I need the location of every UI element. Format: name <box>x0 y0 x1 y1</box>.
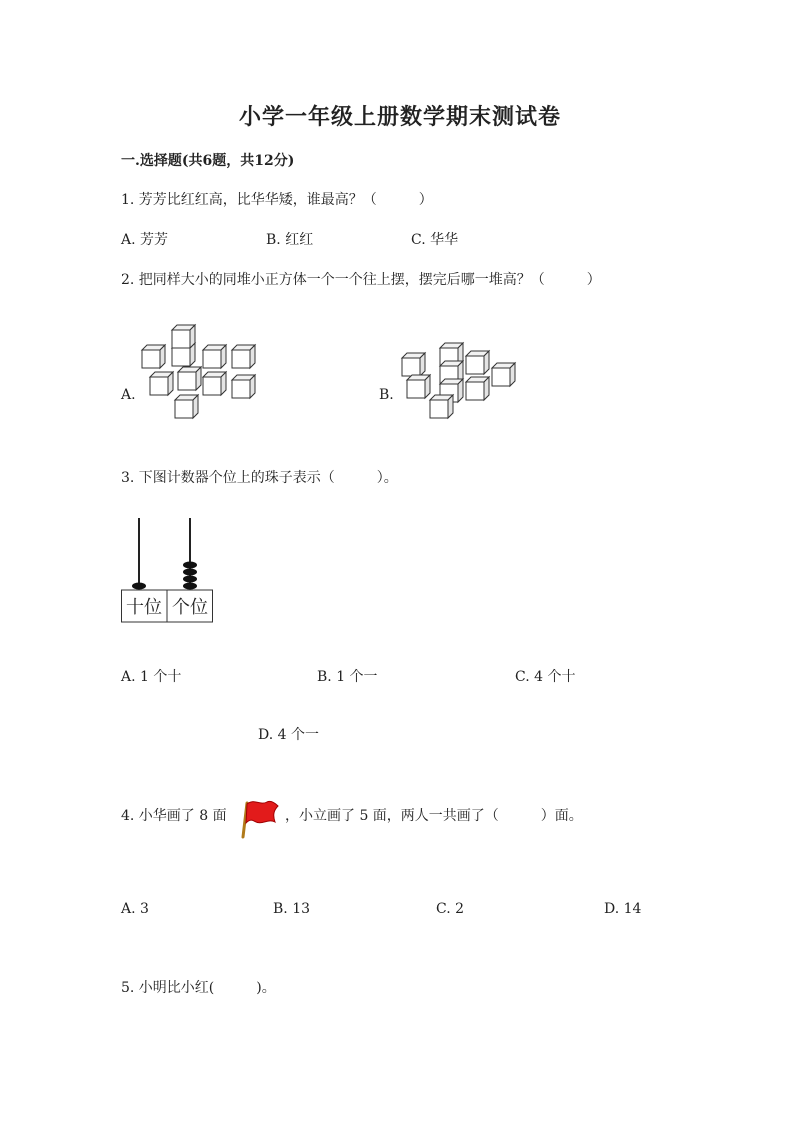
ones-bead <box>183 569 197 576</box>
cube <box>232 375 255 398</box>
cube <box>203 372 226 395</box>
red-flag-icon <box>240 797 282 839</box>
question-1-option-c[interactable]: C. 华华 <box>411 232 459 248</box>
cube <box>466 377 489 400</box>
cube <box>172 325 195 348</box>
cube <box>466 351 489 374</box>
question-1-option-b[interactable]: B. 红红 <box>266 232 314 248</box>
cube <box>150 372 173 395</box>
cube-pile-b-figure <box>390 330 530 425</box>
question-3-option-a[interactable]: A. 1 个十 <box>121 669 182 685</box>
question-2-option-b[interactable]: B. <box>379 387 394 403</box>
abacus-figure <box>121 516 213 624</box>
question-1-stem: 1. 芳芳比红红高，比华华矮，谁最高？（ ） <box>121 192 433 208</box>
ones-label: 个位 <box>172 597 208 618</box>
tens-bead <box>132 583 146 590</box>
question-4-stem-end: ，小立画了 5 面，两人一共画了（ ）面。 <box>285 808 583 824</box>
question-4-option-c[interactable]: C. 2 <box>436 901 465 917</box>
cube <box>430 395 453 418</box>
tens-label: 十位 <box>126 597 162 618</box>
cube <box>175 395 198 418</box>
ones-bead <box>183 576 197 583</box>
ones-bead <box>183 583 197 590</box>
cube <box>492 363 515 386</box>
question-5-stem: 5. 小明比小红( )。 <box>121 980 276 996</box>
cube <box>232 345 255 368</box>
question-4-option-a[interactable]: A. 3 <box>121 901 149 917</box>
section-heading: 一.选择题(共6题，共12分) <box>121 153 295 169</box>
ones-bead <box>183 562 197 569</box>
question-4-stem-start: 4. 小华画了 8 面 <box>121 808 227 824</box>
question-4-option-b[interactable]: B. 13 <box>273 901 311 917</box>
cube <box>402 353 425 376</box>
question-1-option-a[interactable]: A. 芳芳 <box>121 232 169 248</box>
question-2-option-a[interactable]: A. <box>121 387 136 403</box>
question-2-stem: 2. 把同样大小的同堆小正方体一个一个往上摆，摆完后哪一堆高？（ ） <box>121 272 601 288</box>
cube <box>178 367 201 390</box>
question-3-option-c[interactable]: C. 4 个十 <box>515 669 576 685</box>
page-title: 小学一年级上册数学期末测试卷 <box>238 104 561 130</box>
question-3-option-b[interactable]: B. 1 个一 <box>317 669 378 685</box>
question-3-stem: 3. 下图计数器个位上的珠子表示（ ）。 <box>121 470 398 486</box>
cube <box>142 345 165 368</box>
cube <box>203 345 226 368</box>
cube <box>407 375 430 398</box>
cube-pile-a-figure <box>130 320 270 425</box>
question-4-option-d[interactable]: D. 14 <box>604 901 642 917</box>
question-3-option-d[interactable]: D. 4 个一 <box>258 727 319 743</box>
